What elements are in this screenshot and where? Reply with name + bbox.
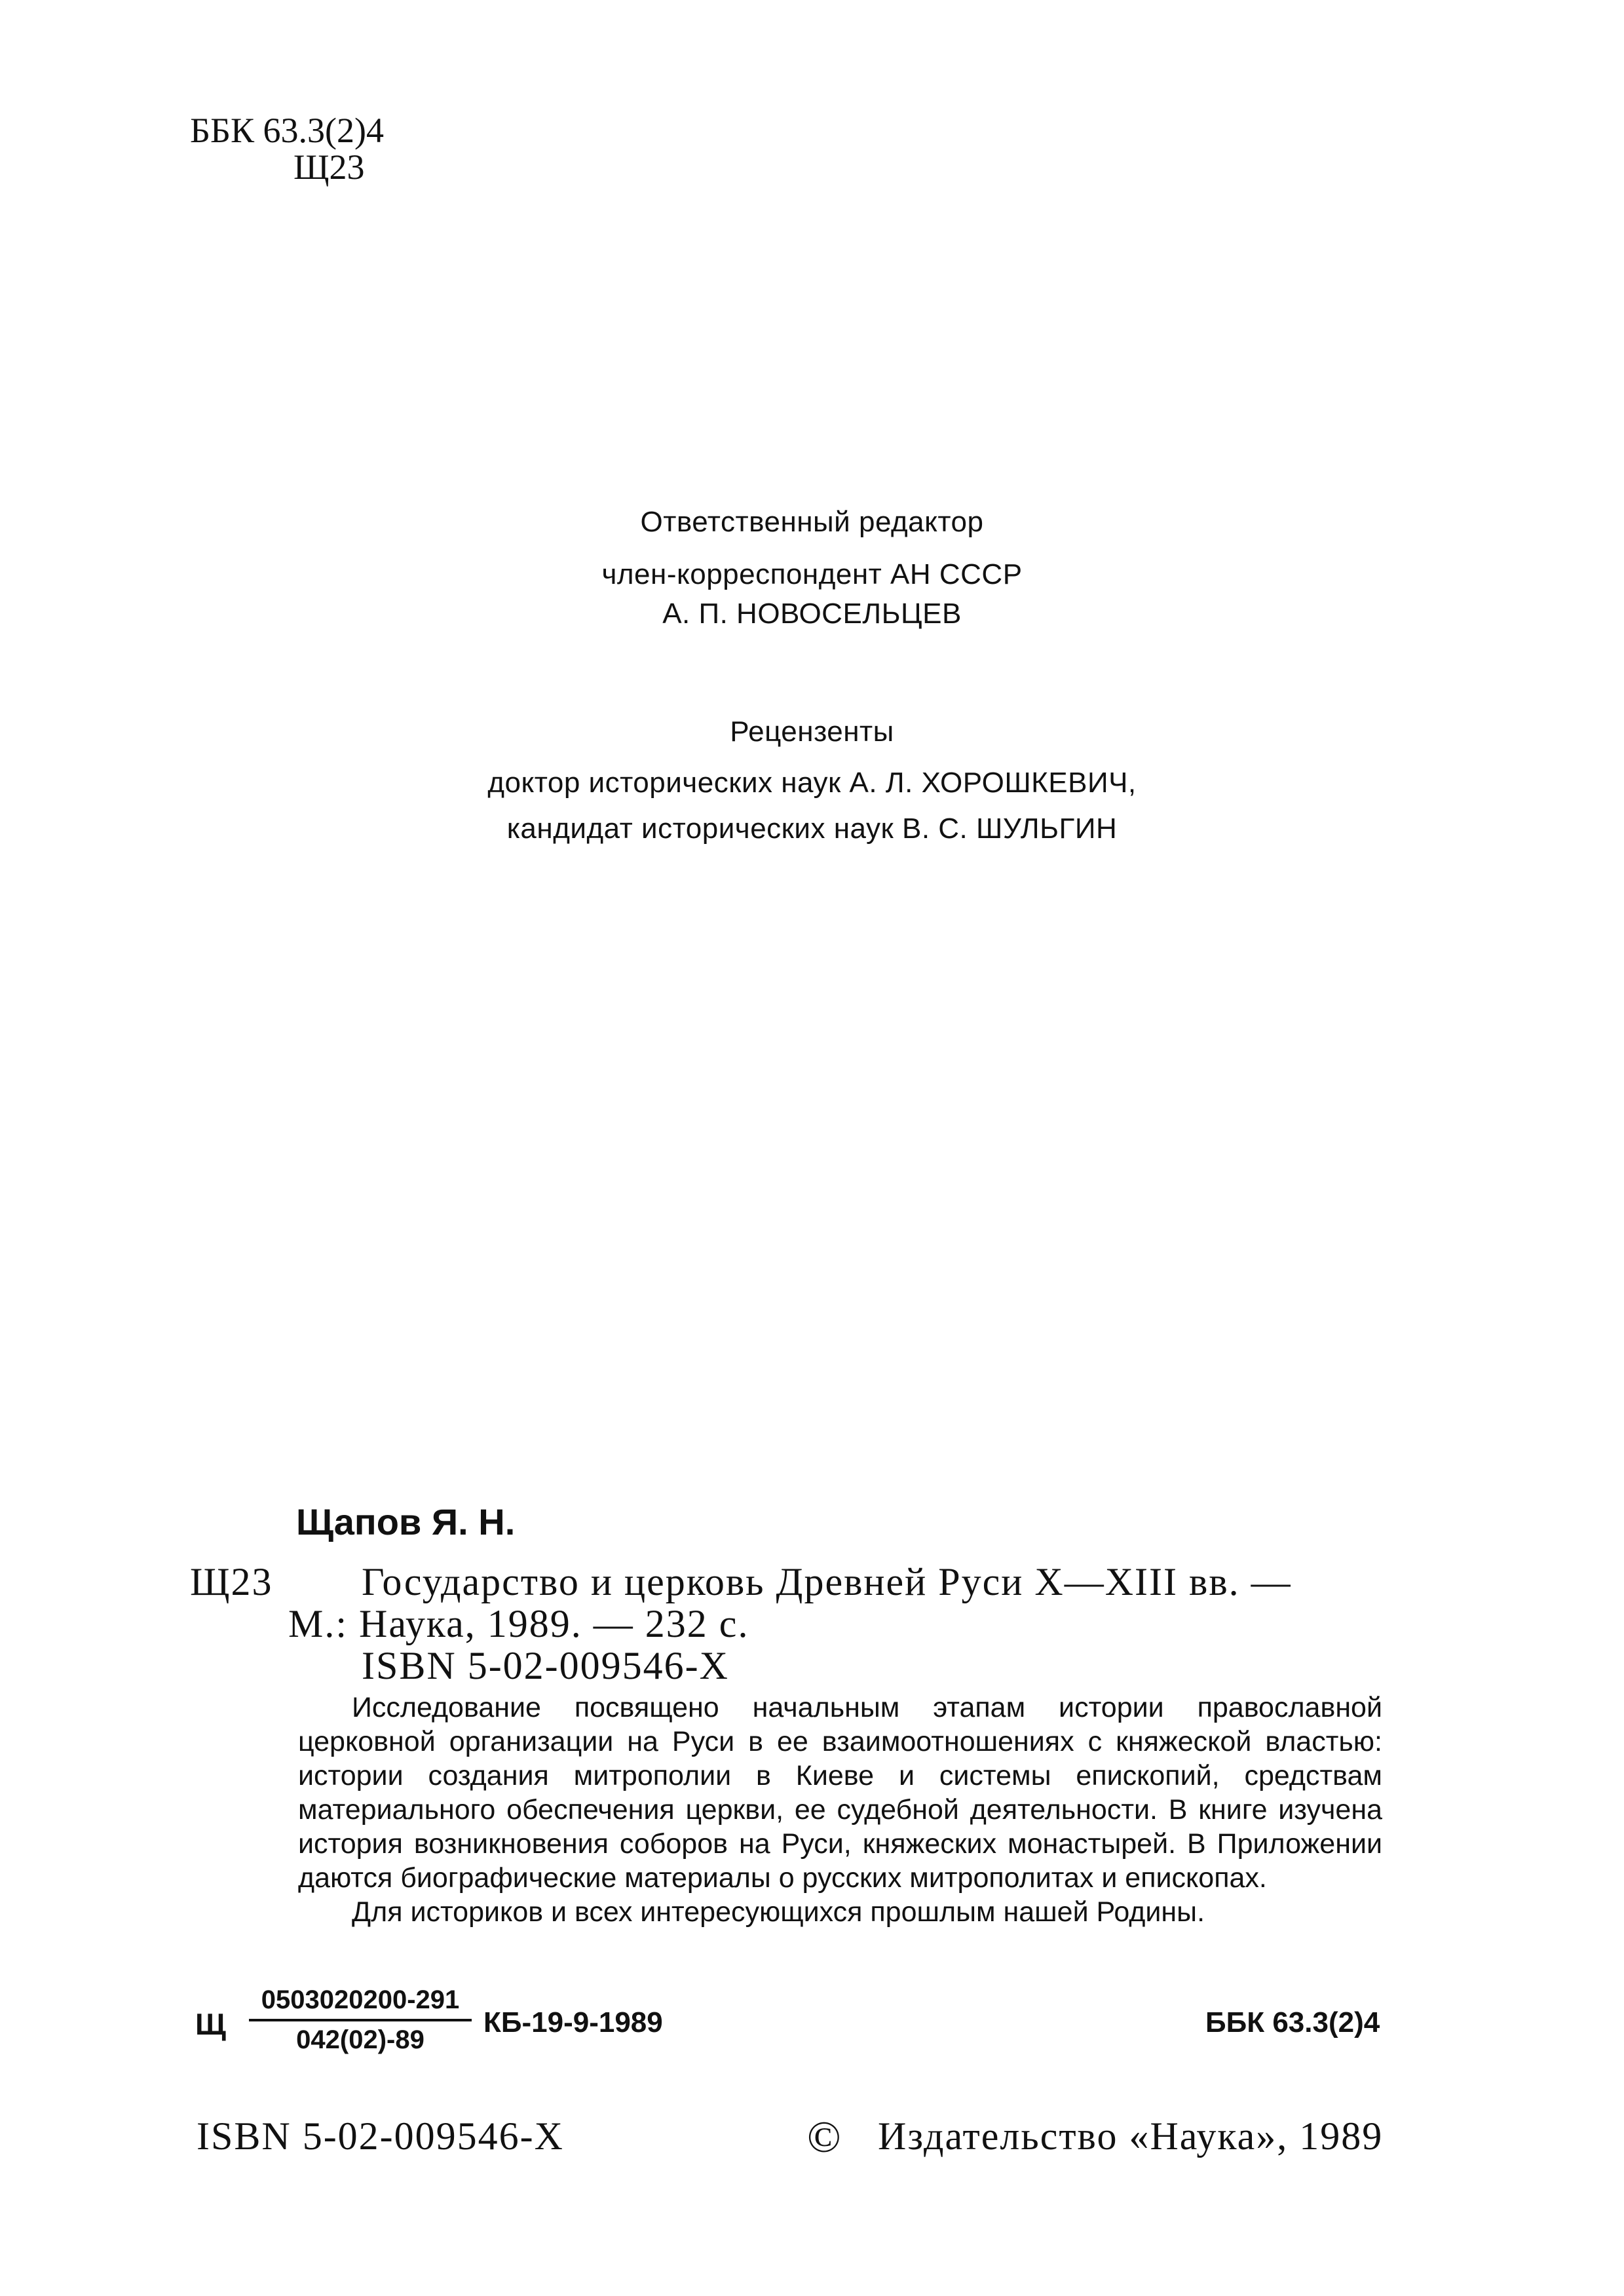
editor-name: А. П. НОВОСЕЛЬЦЕВ (662, 598, 962, 630)
catalog-publication: М.: Наука, 1989. — 232 с. (288, 1602, 749, 1645)
imprint-denominator: 042(02)-89 (296, 2025, 425, 2054)
reviewer-2: кандидат исторических наук В. С. ШУЛЬГИН (506, 813, 1118, 845)
editor-role: Ответственный редактор (640, 506, 984, 538)
copyright-icon: © (807, 2112, 841, 2162)
imprint-fraction (249, 1985, 472, 2055)
catalog-author: Щапов Я. Н. (296, 1501, 516, 1542)
imprint-kb: КБ-19-9-1989 (483, 2006, 663, 2038)
imprint-bbk: ББК 63.3(2)4 (1205, 2006, 1380, 2038)
editor-title: член-корреспондент АН СССР (601, 558, 1023, 590)
reviewer-1: доктор исторических наук А. Л. ХОРОШКЕВИЧ, (487, 767, 1137, 799)
footer-copyright: Издательство «Наука», 1989 (878, 2114, 1384, 2158)
annotation-audience: Для историков и всех интересующихся прошлым нашей Родины. (352, 1896, 1205, 1928)
footer-isbn: ISBN 5-02-009546-X (197, 2114, 564, 2158)
annotation (298, 1691, 1382, 1929)
imprint-letter: Щ (195, 2007, 226, 2041)
catalog-mark: Щ23 (190, 1560, 273, 1603)
imprint-numerator: 0503020200-291 (249, 1985, 472, 2021)
reviewers-heading: Рецензенты (730, 716, 894, 748)
bbk-code: ББК 63.3(2)4 (190, 111, 384, 150)
author-mark: Щ23 (293, 147, 365, 187)
catalog-title: Государство и церковь Древней Руси X—XIII вв. — (362, 1560, 1292, 1603)
catalog-isbn: ISBN 5-02-009546-X (362, 1644, 729, 1687)
annotation-text: Исследование посвящено начальным этапам истории православной церковной организации на Руси в ее взаимоотношениях с княжеской властью: истории создания митрополии в Киеве и системы епископий, средствам материального обеспечения церкви, ее судебной деятельности. В книге изучена история возникновения соборов на Руси, княжеских монастырей. В Приложении даются биографические материалы о русских митрополитах и епископах. (298, 1692, 1382, 1894)
